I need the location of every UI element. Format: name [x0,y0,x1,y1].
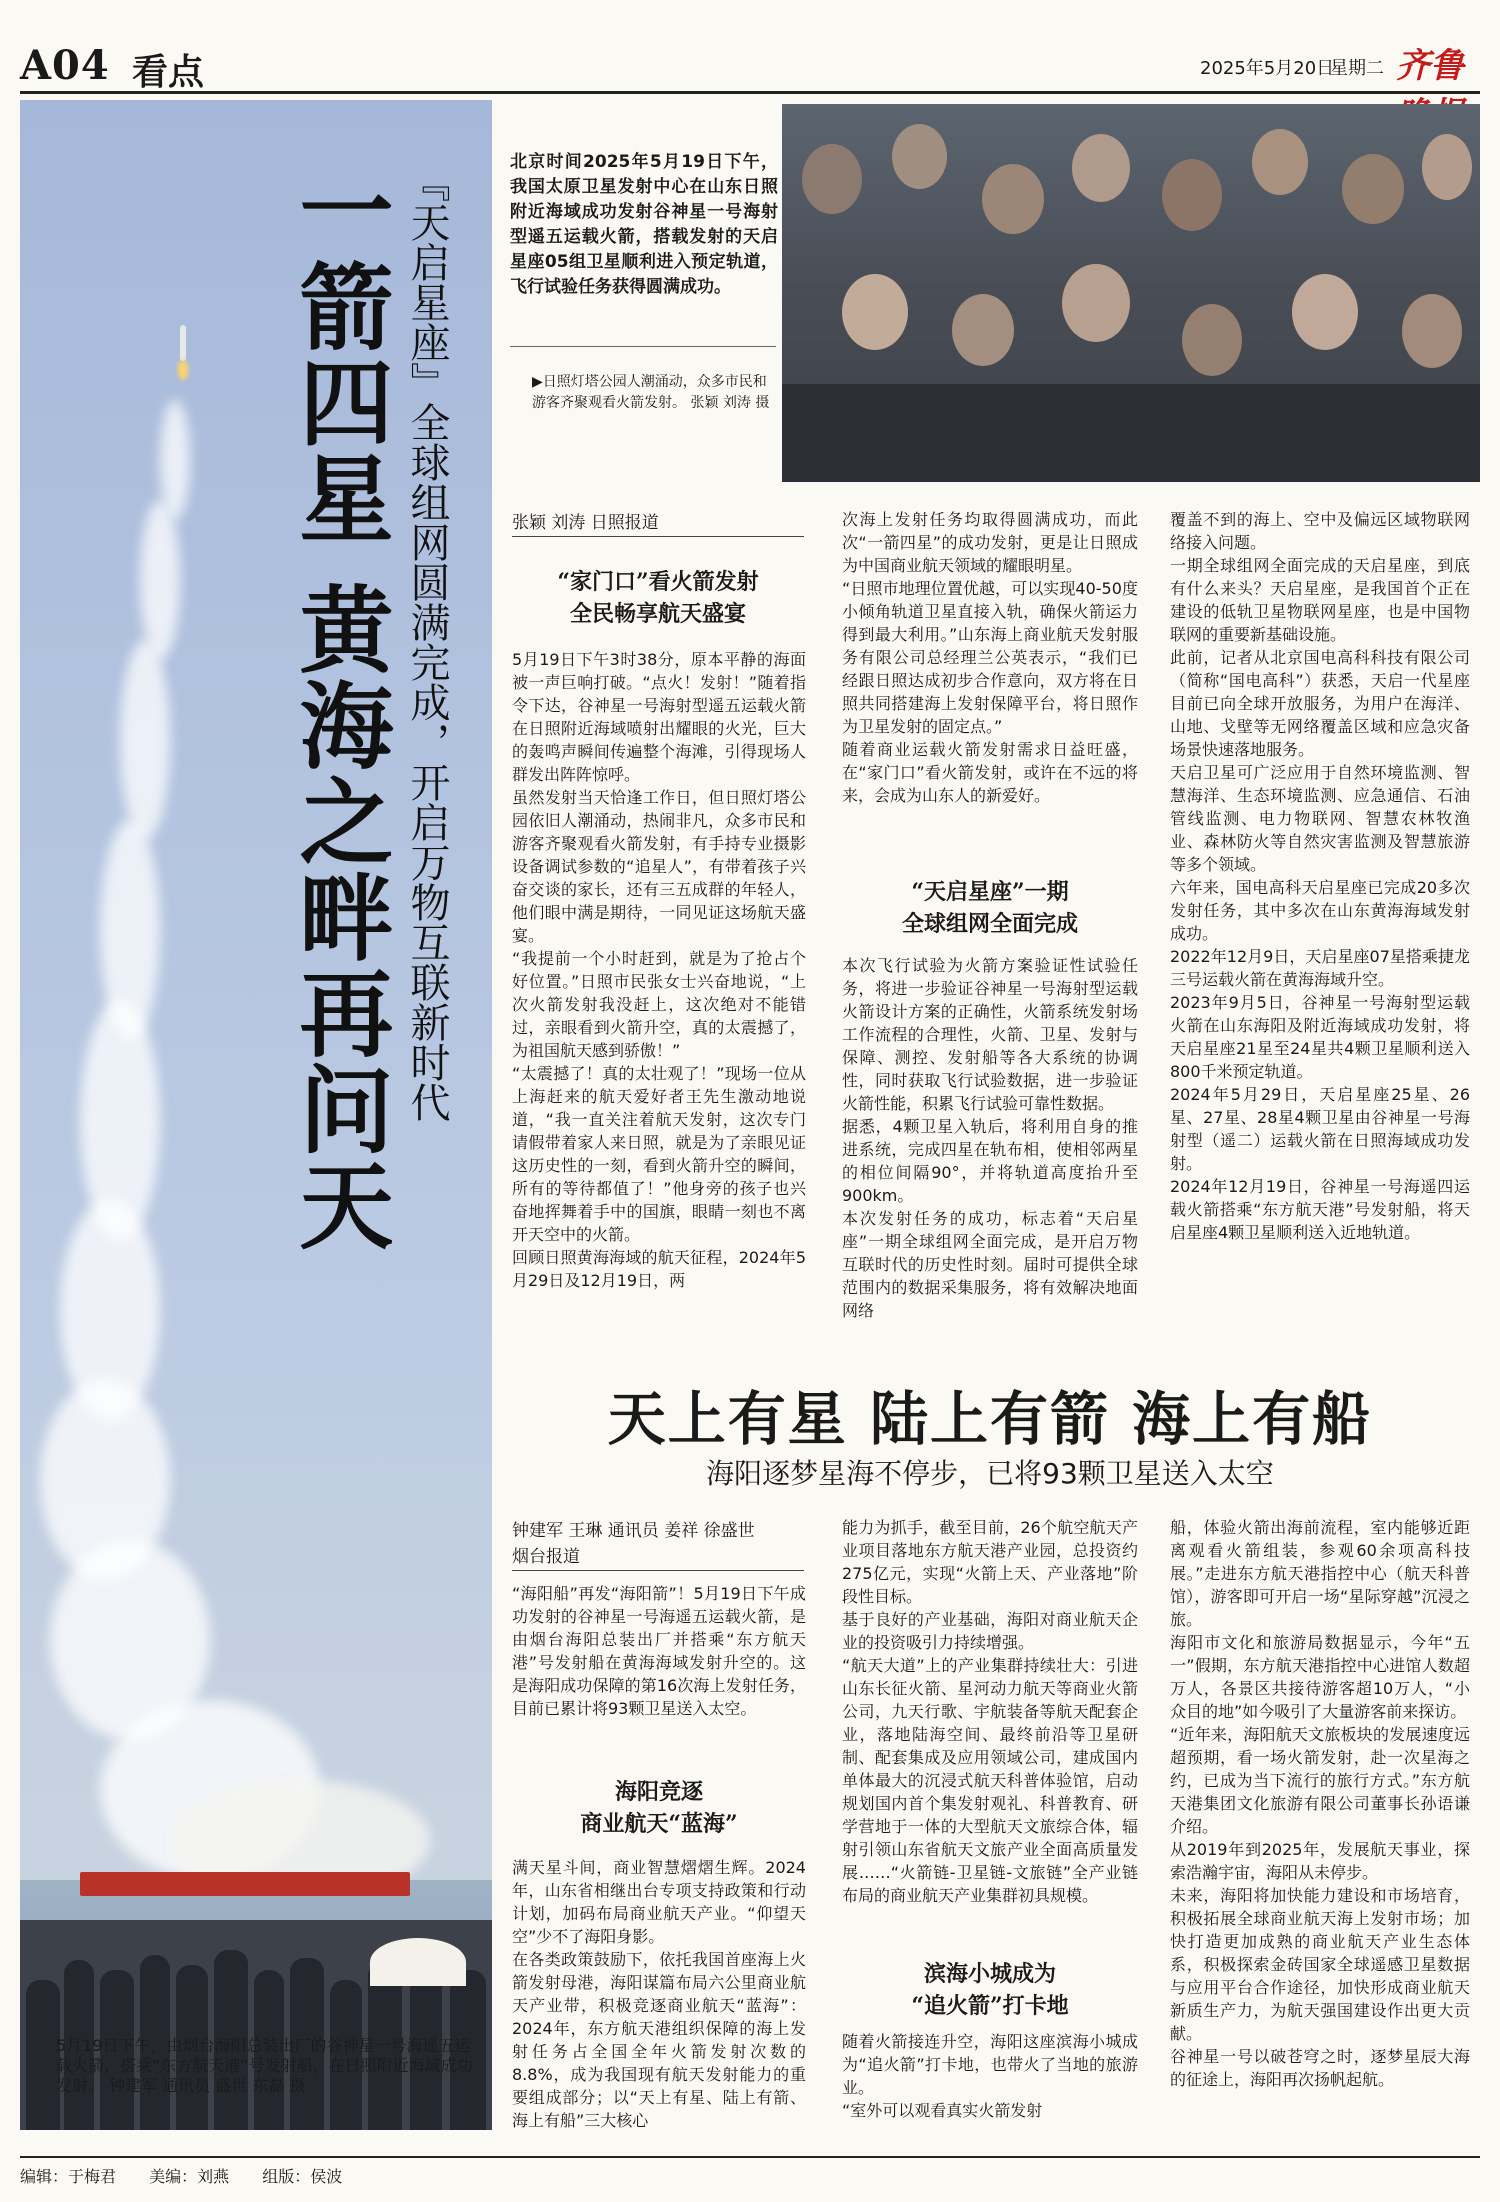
page-footer [20,2156,1480,2187]
story2-column-3: 船，体验火箭出海前流程，室内能够近距离观看火箭组装，参观60余项高科技展。”走进东方航天港指控中心（航天科普馆），游客即可开启一场“星际穿越”沉浸之旅。 海阳市文化和旅游局数据显示，今年“五一”假期，东方航天港指控中心进馆人数超万人，各景区共接待游客超10万人，“小众目的地”如今吸引了大量游客前来探访。 “近年来，海阳航天文旅板块的发展速度远超预期，看一场火箭发射，赴一次星海之约，已成为当下流行的旅行方式。”东方航天港集团文化旅游有限公司董事长孙语谦介绍。 从2019年到2025年，发展航天事业，探索浩瀚宇宙，海阳从未停步。 未来，海阳将加快能力建设和市场培育，积极拓展全球商业航天海上发射市场；加快打造更加成熟的商业航天产业生态体系，积极探索金砖国家全球遥感卫星数据与应用平台合作途径，加快形成商业航天新质生产力，为航天强国建设作出更大贡献。 谷神星一号以破苍穹之时，逐梦星辰大海的征途上，海阳再次扬帆起航。 [1170,1518,1470,2089]
story1-column-1: 5月19日下午3时38分，原本平静的海面被一声巨响打破。“点火！发射！”随着指令下达，谷神星一号海射型遥五运载火箭在日照附近海域喷射出耀眼的火光，巨大的轰鸣声瞬间传遍整个海滩，引得现场人群发出阵阵惊呼。 虽然发射当天恰逢工作日，但日照灯塔公园依旧人潮涌动，热闹非凡，众多市民和游客齐聚观看火箭发射，有手持专业摄影设备调试参数的“追星人”，有带着孩子兴奋交谈的家长，还有三五成群的年轻人，他们眼中满是期待，一同见证这场航天盛宴。 “我提前一个小时赶到，就是为了抢占个好位置。”日照市民张女士兴奋地说，“上次火箭发射我没赶上，这次绝对不能错过，亲眼看到火箭升空，真的太震撼了，为祖国航天感到骄傲！” “太震撼了！真的太壮观了！”现场一位从上海赶来的航天爱好者王先生激动地说道，“我一直关注着航天发射，这次专门请假带着家人来日照，就是为了亲眼见证这历史性的一刻，看到火箭升空的瞬间，所有的等待都值了！”他身旁的孩子也兴奋地挥舞着手中的国旗，眼睛一刻也不离开天空中的火箭。 回顾日照黄海海域的航天征程，2024年5月29日及12月19日，两 [512,650,806,1290]
story-headline: 一箭四星 黄海之畔再问天 [283,162,393,1253]
launch-ship [80,1872,410,1896]
paper-logo: 齐鲁 [1396,46,1464,86]
story2-byline-location: 烟台报道 [512,1547,580,1567]
story1-column-2b: 本次飞行试验为火箭方案验证性试验任务，将进一步验证谷神星一号海射型运载火箭设计方案的正确性，火箭系统发射场工作流程的合理性，火箭、卫星、发射与保障、测控、发射船等各大系统的协调性，同时获取飞行试验数据，进一步验证火箭性能，积累飞行试验可靠性数据。 据悉，4颗卫星入轨后，将利用自身的推进系统，完成四星在轨布相，使相邻两星的相位间隔90°，并将轨道高度抬升至900km。 本次发射任务的成功，标志着“天启星座”一期全球组网全面完成，是开启万物互联时代的历史性时刻。届时可提供全球范围内的数据采集服务，将有效解决地面网络 [842,956,1138,1320]
story-kicker: 『天启星座』全球组网圆满完成，开启万物互联新时代 [404,162,450,1122]
story1-byline: 张颖 刘涛 日照报道 [512,513,659,533]
story2-headline: 天上有星 陆上有箭 海上有船 [607,1385,1373,1453]
story1-subhead-2: “天启星座”一期 全球组网全面完成 [901,879,1078,937]
umbrella [370,1938,466,1986]
story2-subhead-2: 滨海小城成为 “追火箭”打卡地 [911,1961,1069,2019]
hero-photo-caption: 5月19日下午，由烟台海阳总装出厂的谷神星一号海遥五运载火箭，搭乘“东方航天港”号发射船，在日照附近海域成功发射。 钟建军 通讯员 盛世 东磊 摄 [56,2036,473,2095]
page-number: A04 [20,42,110,89]
rocket-icon [180,325,186,361]
story1-column-2a: 次海上发射任务均取得圆满成功，而此次“一箭四星”的成功发射，更是让日照成为中国商业航天领域的耀眼明星。 “日照市地理位置优越，可以实现40-50度小倾角轨道卫星直接入轨，确保火箭运力得到最大利用。”山东海上商业航天发射服务有限公司总经理兰公英表示，“我们已经跟日照达成初步合作意向，双方将在日照共同搭建海上发射保障平台，将日照作为卫星发射的固定点。” 随着商业运载火箭发射需求日益旺盛，在“家门口”看火箭发射，或许在不远的将来，会成为山东人的新爱好。 [842,510,1138,805]
crowd-watching-photo [782,104,1480,482]
section-name: 看点 [132,51,205,93]
rocket-flame-icon [178,360,188,380]
crowd-photo-caption: ▶日照灯塔公园人潮涌动，众多市民和游客齐聚观看火箭发射。 张颖 刘涛 摄 [532,374,770,411]
footer-designer: 美编：刘燕 [149,2167,230,2186]
story2-column-2: 能力为抓手，截至目前，26个航空航天产业项目落地东方航天港产业园，总投资约275亿元，实现“火箭上天、产业落地”阶段性目标。 基于良好的产业基础，海阳对商业航天企业的投资吸引力持续增强。 “航天大道”上的产业集群持续壮大：引进山东长征火箭、星河动力航天等商业火箭公司，九天行歌、宇航装备等航天配套企业，落地陆海空间、最终前沿等卫星研制、配套集成及应用领域公司，建成国内单体最大的沉浸式航天科普体验馆，启动规划国内首个集发射观礼、科普教育、研学营地于一体的大型航天文旅综合体，辐射引领山东省航天文旅产业全面高质量发展……“火箭链-卫星链-文旅链”全产业链布局的商业航天产业集群初具规模。 [842,1518,1138,1905]
story-lead: 北京时间2025年5月19日下午，我国太原卫星发射中心在山东日照附近海域成功发射谷神星一号海射型遥五运载火箭，搭载发射的天启星座05组卫星顺利进入预定轨道，飞行试验任务获得圆满成功。 [510,152,778,297]
story2-subheadline: 海阳逐梦星海不停步，已将93颗卫星送入太空 [706,1457,1274,1490]
story2-byline: 钟建军 王琳 通讯员 姜祥 徐盛世 [512,1521,755,1541]
story1-subhead-1: “家门口”看火箭发射 全民畅享航天盛宴 [557,569,759,627]
issue-date: 2025年5月20日 [1200,58,1335,79]
footer-proof: 组版：侯波 [262,2167,343,2186]
page-header [20,36,1480,94]
story2-column-2b: 随着火箭接连升空，海阳这座滨海小城成为“追火箭”打卡地，也带火了当地的旅游业。 “室外可以观看真实火箭发射 [842,2032,1138,2120]
footer-editor: 编辑：于梅君 [20,2167,117,2186]
issue-weekday: 星期二 [1330,58,1384,79]
story2-column-1b: 满天星斗间，商业智慧熠熠生辉。2024年，山东省相继出台专项支持政策和行动计划，加码布局商业航天产业。“仰望天空”少不了海阳身影。 在各类政策鼓励下，依托我国首座海上火箭发射母港，海阳谋篇布局六公里商业航天产业带，积极竞逐商业航天“蓝海”：2024年，东方航天港组织保障的海上发射任务占全国全年火箭发射次数的8.8%，成为我国现有航天发射能力的重要组成部分；以“天上有星、陆上有箭、海上有船”三大核心 [512,1858,806,2130]
story2-column-1: “海阳船”再发“海阳箭”！5月19日下午成功发射的谷神星一号海遥五运载火箭，是由烟台海阳总装出厂并搭乘“东方航天港”号发射船在黄海海域发射升空的。这是海阳成功保障的第16次海上发射任务，目前已累计将93颗卫星送入太空。 [512,1584,806,1718]
story1-column-3: 覆盖不到的海上、空中及偏远区域物联网络接入问题。 一期全球组网全面完成的天启星座，到底有什么来头？天启星座，是我国首个正在建设的低轨卫星物联网星座，也是中国物联网的重要新基础设施。 此前，记者从北京国电高科科技有限公司（简称“国电高科”）获悉，天启一代星座目前已向全球开放服务，为用户在海洋、山地、戈壁等无网络覆盖区域和应急灾备场景快速落地服务。 天启卫星可广泛应用于自然环境监测、智慧海洋、生态环境监测、应急通信、石油管线监测、电力物联网、智慧农林牧渔业、森林防火等自然灾害监测及智慧旅游等多个领域。 六年来，国电高科天启星座已完成20多次发射任务，其中多次在山东黄海海域发射成功。 2022年12月9日，天启星座07星搭乘捷龙三号运载火箭在黄海海域升空。 2023年9月5日，谷神星一号海射型运载火箭在山东海阳及附近海域成功发射，将天启星座21星至24星共4颗卫星顺利送入800千米预定轨道。 2024年5月29日，天启星座25星、26星、27星、28星4颗卫星由谷神星一号海射型（遥二）运载火箭在日照海域成功发射。 2024年12月19日，谷神星一号海遥四运载火箭搭乘“东方航天港”号发射船，将天启星座4颗卫星顺利送入近地轨道。 [1170,510,1470,1242]
story2-subhead-1: 海阳竞逐 商业航天“蓝海” [580,1779,738,1837]
